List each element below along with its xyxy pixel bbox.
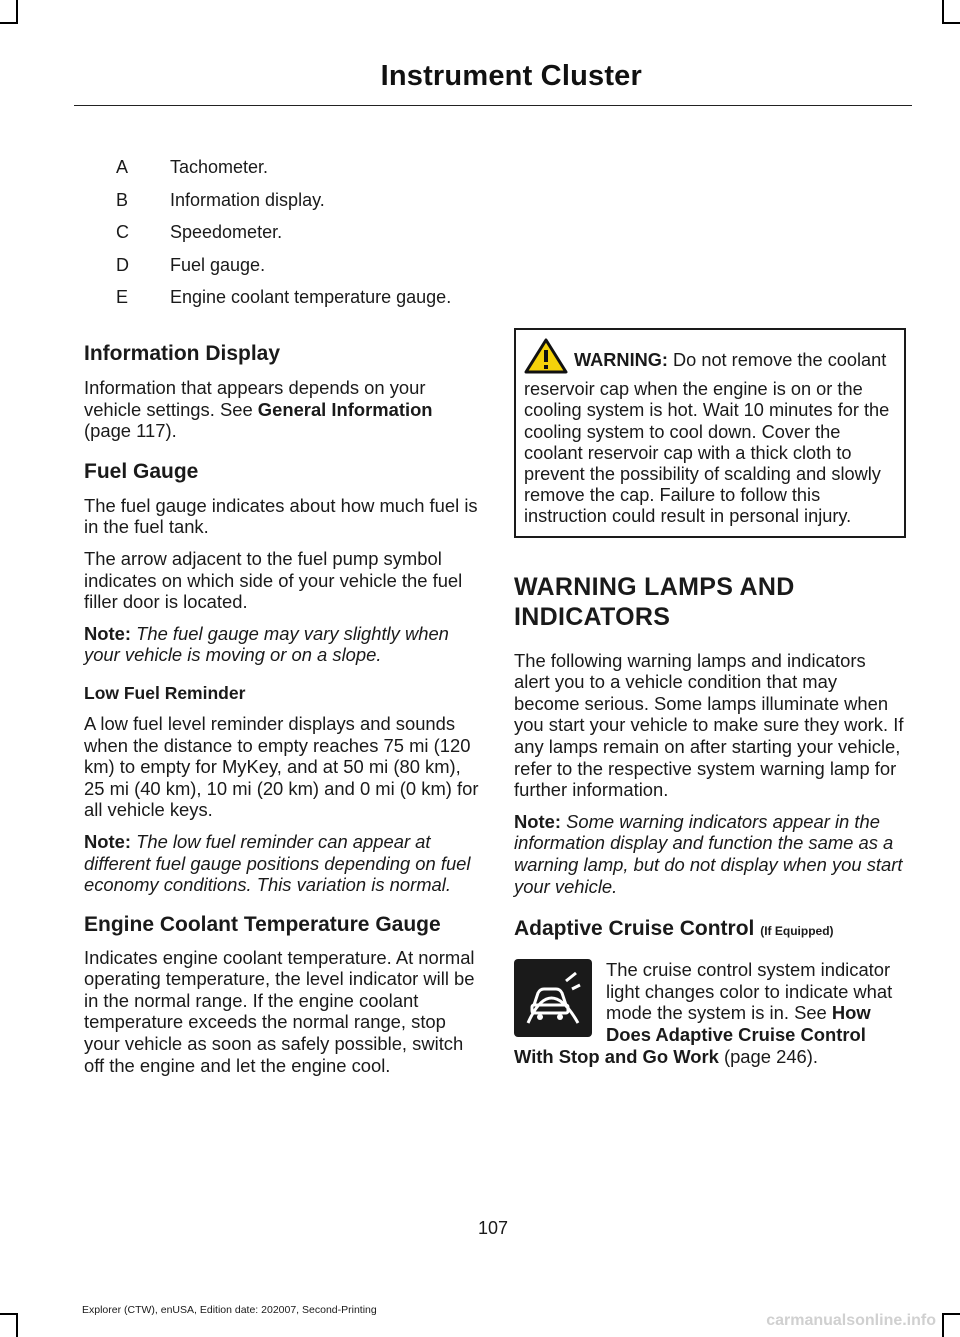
legend-letter: B xyxy=(116,189,129,210)
fuel-gauge-p2: The arrow adjacent to the fuel pump symbol indicates on which side of your vehicle the fuel filler door is located. xyxy=(84,547,463,613)
general-information-link[interactable]: General Information xyxy=(257,398,433,420)
warning-text: Do not remove the coolant reservoir cap when the engine is on or the cooling system is hot. Wait 10 minutes for the cooling system to cool down. Cover the coolant reservoir cap with a thick cloth to prevent the possibility of scalding and slowly remove the cap. Failure to follow this instruction could result in personal injury. xyxy=(524,350,890,527)
coolant-heading: Engine Coolant Temperature Gauge xyxy=(84,912,441,936)
acc-text: The cruise control system indicator light changes color to indicate what mode the system is in. See How Does Adaptive Cruise Control With Stop and Go Work (page 246). xyxy=(514,959,893,1067)
low-fuel-p1: A low fuel level reminder displays and sounds when the distance to empty reaches 75 mi (120 km) to empty for MyKey, and at 50 mi (80 km), 25 mi (40 km), 10 mi (20 km) and 0 mi (0 km) for all vehicle keys. xyxy=(84,712,479,821)
legend-text: Information display. xyxy=(170,189,325,210)
acc-link[interactable]: How Does Adaptive Cruise Control With Stop and Go Work xyxy=(514,1002,871,1067)
warning-lamps-p1: The following warning lamps and indicators alert you to a vehicle condition that may become serious. Some lamps illuminate when you start your vehicle to make sure they work. If any lamps remain on after starting your vehicle, refer to the respective system warning lamp for further information. xyxy=(514,649,904,801)
legend-item xyxy=(116,255,451,288)
footer: Explorer (CTW), enUSA, Edition date: 202007, Second-Printing xyxy=(82,1304,377,1316)
crop-mark xyxy=(942,1315,944,1337)
crop-mark xyxy=(942,0,944,22)
low-fuel-heading: Low Fuel Reminder xyxy=(84,682,246,703)
acc-heading: Adaptive Cruise Control (If Equipped) xyxy=(514,917,834,941)
crop-mark xyxy=(0,1313,18,1315)
legend-letter: D xyxy=(116,254,129,275)
page-number: 107 xyxy=(477,1218,509,1238)
watermark: carmanualsonline.info xyxy=(766,1312,936,1329)
legend-item xyxy=(116,287,451,320)
crop-mark xyxy=(0,22,18,24)
fuel-gauge-note: Note: The fuel gauge may vary slightly when your vehicle is moving or on a slope. xyxy=(84,622,449,666)
acc-section xyxy=(514,959,906,1067)
legend-letter: A xyxy=(116,157,129,177)
adaptive-cruise-control-icon xyxy=(514,959,592,1037)
legend-item xyxy=(116,190,451,223)
fuel-gauge-p1: The fuel gauge indicates about how much fuel is in the fuel tank. xyxy=(84,494,478,538)
crop-mark xyxy=(16,0,18,22)
legend-text: Tachometer. xyxy=(170,157,269,177)
title-divider xyxy=(74,105,912,106)
low-fuel-note: Note: The low fuel reminder can appear at different fuel gauge positions depending on fuel economy conditions. This variation is normal. xyxy=(84,830,471,896)
fuel-gauge-heading: Fuel Gauge xyxy=(84,459,199,483)
legend-text: Engine coolant temperature gauge. xyxy=(170,287,452,307)
legend-item xyxy=(116,157,451,190)
info-display-text: Information that appears depends on your vehicle settings. See General Information (page 117). xyxy=(84,377,433,442)
warning-lamps-heading: WARNING LAMPS AND INDICATORS xyxy=(514,572,795,631)
crop-mark xyxy=(16,1315,18,1337)
legend-text: Speedometer. xyxy=(170,222,283,242)
warning-triangle-icon xyxy=(524,338,568,379)
legend-list xyxy=(116,157,451,320)
warning-label: WARNING: xyxy=(574,350,668,370)
left-column xyxy=(84,342,479,1086)
crop-mark xyxy=(942,1313,960,1315)
coolant-p1: Indicates engine coolant temperature. At normal operating temperature, the level indicator will be in the normal range. If the engine coolant temperature exceeds the normal range, stop your vehicle as soon as safely possible, switch off the engine and let the engine cool. xyxy=(84,946,475,1076)
right-column xyxy=(514,328,906,1067)
legend-text: Fuel gauge. xyxy=(170,254,266,275)
page-title: Instrument Cluster xyxy=(380,60,642,92)
legend-letter: E xyxy=(116,287,129,307)
legend-letter: C xyxy=(116,222,129,242)
warning-box xyxy=(514,328,906,538)
crop-mark xyxy=(942,22,960,24)
legend-item xyxy=(116,222,451,255)
warning-lamps-note: Note: Some warning indicators appear in the information display and function the same as a warning lamp, but do not display when you start your vehicle. xyxy=(514,810,903,897)
info-display-heading: Information Display xyxy=(84,342,281,365)
